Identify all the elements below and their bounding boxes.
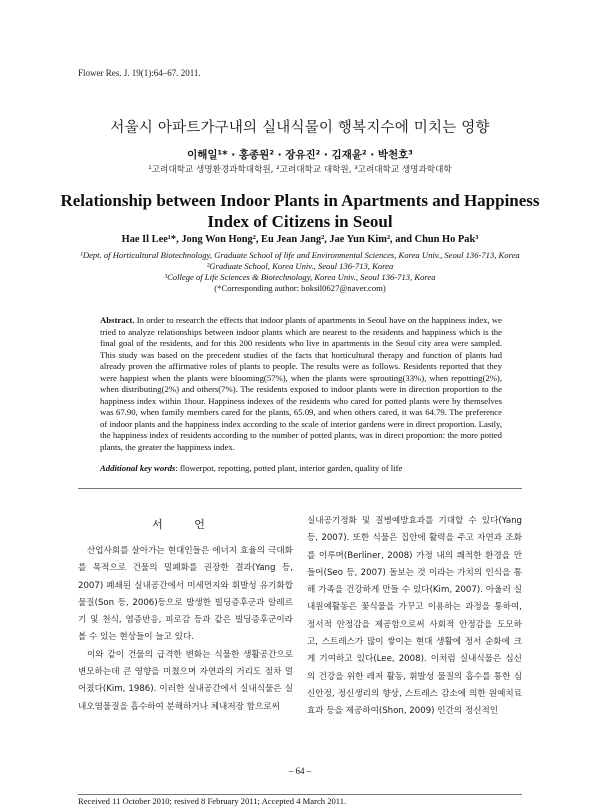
paragraph: 이와 같이 건물의 급격한 변화는 식물한 생활공간으로 변모하는데 큰 영향을 미쳤으며 자연과의 거리도 점차 멀어졌다(Kim, 1986). 이러한 실내공간에서 실내식물은 실내오염물질을 흡수하여 분해하거나 체내저장 함으로써 (78, 649, 293, 712)
paragraph: 실내공기정화 및 질병예방효과를 기대할 수 있다(Yang 등, 2007). 또한 식물은 집안에 활력을 주고 자연과 조화를 이루며(Berliner, 2008) 가정 내의 쾌적한 환경을 만들어(Seo 등, 2007) 돌보는 것 이라는 가치의 인식을 통해 가족을 건강하게 만들 수 있다(Kim, 2007). 아울러 실내원예활동은 꽃식물을 가꾸고 이용하는 과정을 통하여, 정서적 안정감을 제공함으로써 사회적 안정감을 도모하고, 스트레스가 많이 쌓이는 현대 생활에 정서 순화에 크게 기여하고 있다(Lee, 2008). 이처럼 실내식물은 심신의 건강을 위한 레저 활동, 휘발성 물질의 흡수를 통한 심신안정, 정신생리의 향상, 스트레스 감소에 의한 원예치료 효과 등을 제공하여(Shon, 2009) 인간의 정신적인 (307, 516, 522, 717)
section-heading: 서 언 (152, 518, 219, 531)
korean-authors: 이해일¹* · 홍종원² · 장유진² · 김재윤² · 박천호³ (187, 149, 413, 161)
affiliation-1: ¹Dept. of Horticultural Biotechnology, Graduate School of life and Environmental Sciences, Korea Univ., Seoul 136-713, Korea (80, 250, 520, 260)
journal-reference: Flower Res. J. 19(1):64–67. 2011. (78, 68, 201, 78)
english-title: Relationship between Indoor Plants in Apartments and Happiness Index of Citizens in Seoul (60, 191, 540, 231)
keywords-text: : flowerpot, repotting, potted plant, interior garden, quality of life (175, 463, 403, 473)
korean-affiliations: ¹고려대학교 생명환경과학대학원, ²고려대학교 대학원, ³고려대학교 생명과학대학 (148, 165, 452, 175)
abstract-text: In order to research the effects that indoor plants of apartments in Seoul have on the happiness index, we tried to analyze relationships between indoor plants which are nearest to the residents and happiness which is the final goal of the residents, and for this 200 residents who live in apartments in the Seoul city area were sampled. This study was based on the precedent studies of the facts that horticultural therapy and function of plants had already proven the affirmative roles of plants to people. The results were as follows. Residents reported that they were happiest when the plants were blooming(57%), when the plants were sprouting(33%), when repotting(2%), when distributing(2%) and others(7%). The residents exposed to indoor plants were in direction proportion to the happiness index within 1hour. Happiness indexes of the residents who cared for potted plants were by themselves was 67.90, when family members cared for the plants, 65.09, and when others cared, it was 64.79. The preference of indoor plants and the happiness index according to the scale of interior gardens were in direct proportion. Lastly, the happiness index of residents according to the number of potted plants, was in direct proportion: the more potted plants, the greater the happiness index. (100, 315, 502, 452)
body-column-right (307, 513, 522, 721)
divider-bottom (78, 794, 522, 795)
body-column-left (78, 543, 293, 716)
english-authors: Hae Il Lee¹*, Jong Won Hong², Eu Jean Jang², Jae Yun Kim², and Chun Ho Pak³ (121, 234, 479, 245)
keywords (100, 463, 502, 473)
corresponding-author: (*Corresponding author: boksil0627@naver.com) (214, 283, 386, 293)
affiliation-3: ³College of Life Sciences & Biotechnology, Korea Univ., Seoul 136-713, Korea (164, 272, 436, 282)
korean-title: 서울시 아파트가구내의 실내식물이 행복지수에 미치는 영향 (110, 120, 490, 136)
paragraph: 산업사회를 살아가는 현대인들은 에너지 효율의 극대화를 목적으로 건물의 밀폐화를 권장한 결과(Yang 등, 2007) 폐쇄된 실내공간에서 미세먼지와 휘발성 유기화합물질(Son 등, 2006)등으로 발생한 빌딩증후군과 알레르기 및 천식, 염증반응, 피로감 등과 같은 빌딩증후군이라 볼 수 있는 현상들이 늘고 있다. (78, 546, 293, 643)
received-dates: Received 11 October 2010; resived 8 February 2011; Accepted 4 March 2011. (78, 796, 347, 806)
english-affiliations (40, 250, 560, 294)
affiliation-2: ²Graduate School, Korea Univ., Seoul 136-713, Korea (206, 261, 394, 271)
abstract-label: Abstract. (100, 315, 135, 325)
page-number: – 64 – (288, 766, 312, 776)
abstract (100, 315, 502, 453)
keywords-label: Additional key words (100, 463, 176, 473)
divider-top (78, 488, 522, 489)
